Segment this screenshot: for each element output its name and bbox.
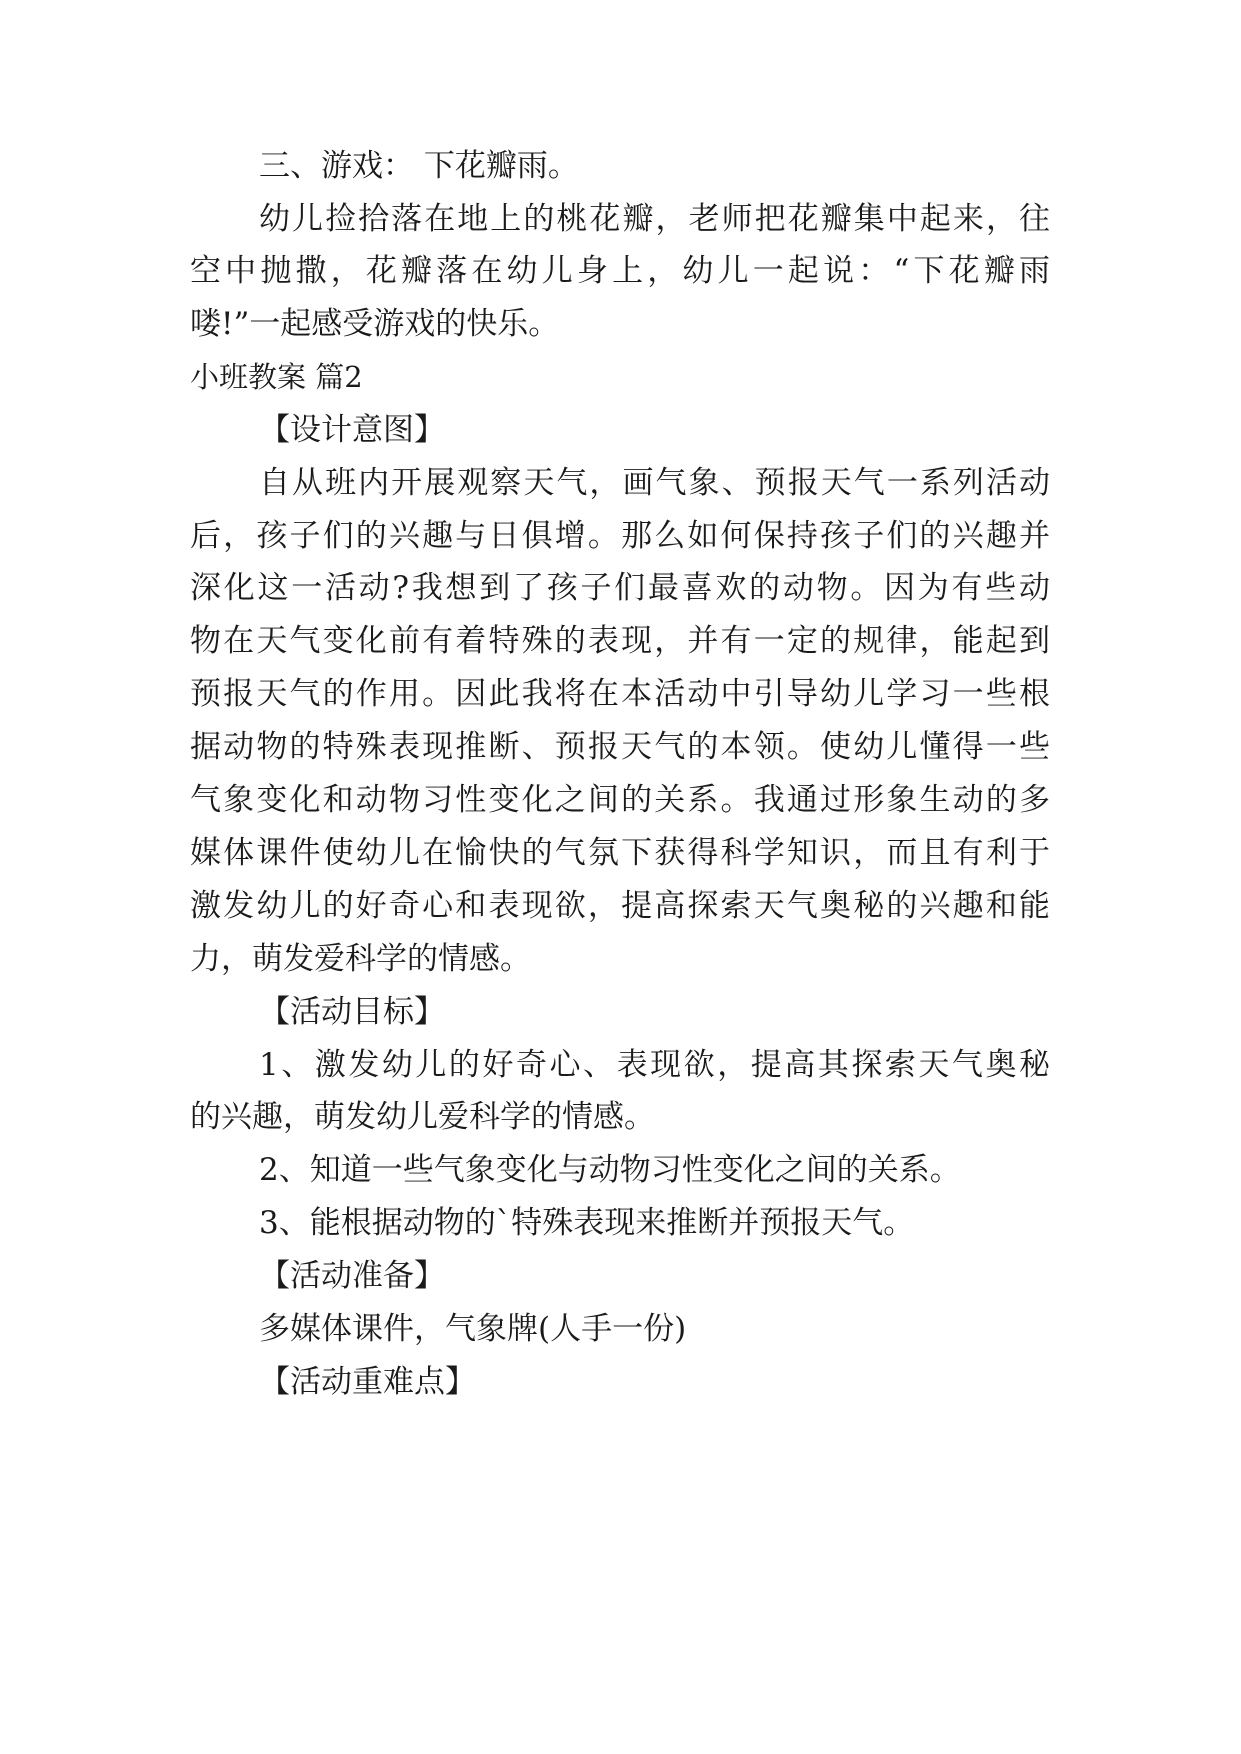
paragraph-line: 力，萌发爱科学的情感。 <box>190 941 531 977</box>
paragraph-line: 深化这一活动?我想到了孩子们最喜欢的动物。因为有些动 <box>190 570 1050 606</box>
section-heading-key-points: 【活动重难点】 <box>259 1364 476 1400</box>
section-heading-activity-goals: 【活动目标】 <box>259 994 445 1030</box>
goal-item: 3、能根据动物的`特殊表现来推断并预报天气。 <box>259 1205 915 1241</box>
prep-item: 多媒体课件，气象牌(人手一份) <box>259 1311 687 1347</box>
goal-item-continued: 的兴趣，萌发幼儿爱科学的情感。 <box>190 1099 655 1135</box>
paragraph-line: 幼儿捡拾落在地上的桃花瓣，老师把花瓣集中起来，往 <box>259 201 1050 237</box>
paragraph-line: 空中抛撒，花瓣落在幼儿身上，幼儿一起说：“下花瓣雨 <box>190 253 1050 289</box>
section-heading-design-intent: 【设计意图】 <box>259 412 445 448</box>
paragraph-line: 预报天气的作用。因此我将在本活动中引导幼儿学习一些根 <box>190 676 1050 712</box>
paragraph-line: 媒体课件使幼儿在愉快的气氛下获得科学知识，而且有利于 <box>190 835 1050 871</box>
section-heading-activity-prep: 【活动准备】 <box>259 1258 445 1294</box>
paragraph-line: 物在天气变化前有着特殊的表现，并有一定的规律，能起到 <box>190 623 1050 659</box>
section-title: 小班教案 篇2 <box>190 360 363 394</box>
paragraph-line: 据动物的特殊表现推断、预报天气的本领。使幼儿懂得一些 <box>190 729 1050 765</box>
goal-item: 1、激发幼儿的好奇心、表现欲，提高其探索天气奥秘 <box>259 1047 1050 1083</box>
paragraph-line: 后，孩子们的兴趣与日俱增。那么如何保持孩子们的兴趣并 <box>190 518 1050 554</box>
paragraph-line: 自从班内开展观察天气，画气象、预报天气一系列活动 <box>259 465 1050 501</box>
paragraph-line: 激发幼儿的好奇心和表现欲，提高探索天气奥秘的兴趣和能 <box>190 888 1050 924</box>
goal-item: 2、知道一些气象变化与动物习性变化之间的关系。 <box>259 1152 961 1188</box>
paragraph-line: 气象变化和动物习性变化之间的关系。我通过形象生动的多 <box>190 782 1050 818</box>
game-heading: 三、游戏： 下花瓣雨。 <box>259 148 579 184</box>
paragraph-line: 喽!”一起感受游戏的快乐。 <box>190 306 560 342</box>
